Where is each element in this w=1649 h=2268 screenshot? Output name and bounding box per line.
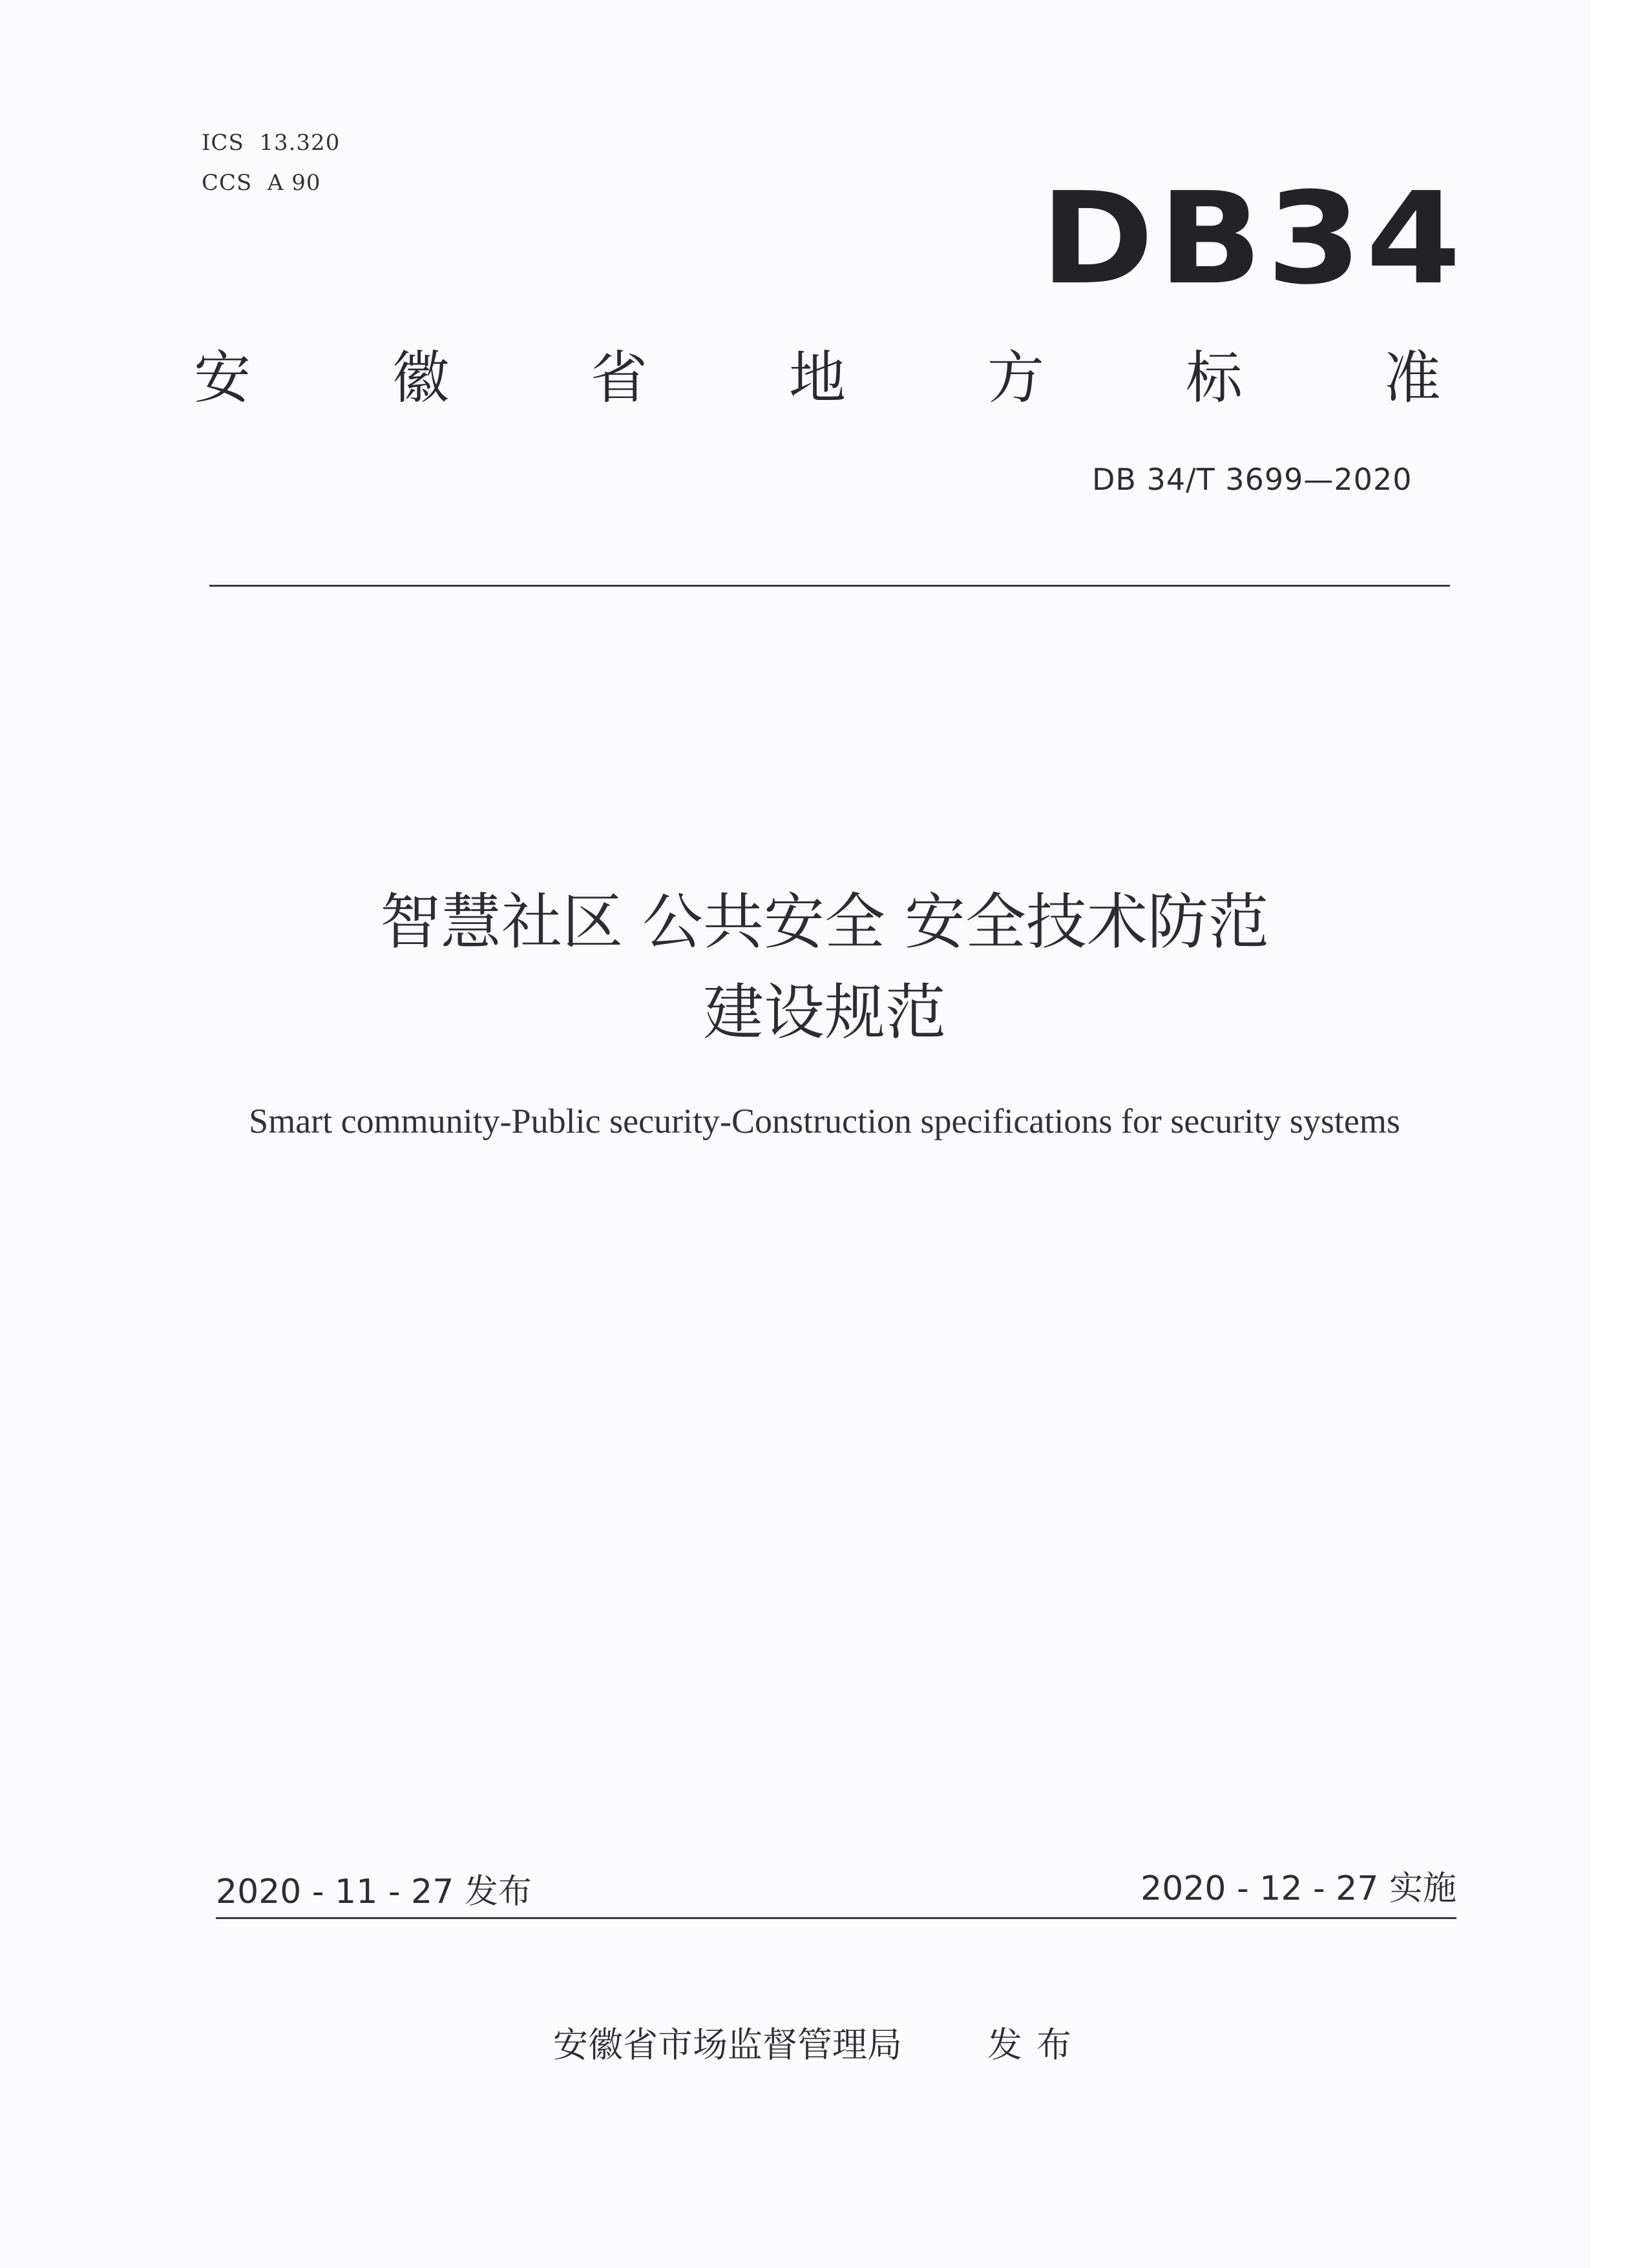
implement-date: 2020 - 12 - 27 实施 bbox=[1140, 1869, 1456, 1908]
standard-type-char: 安 bbox=[194, 344, 251, 411]
standard-type-char: 省 bbox=[590, 344, 647, 411]
title-en: Smart community-Public security-Construction specifications for security systems bbox=[249, 1102, 1400, 1140]
db34-logo: DB34 bbox=[1040, 165, 1465, 313]
standard-type-char: 标 bbox=[1185, 344, 1243, 411]
standard-type-char: 方 bbox=[987, 344, 1044, 411]
standard-type-char: 徽 bbox=[392, 344, 449, 411]
title-zh-line2: 建设规范 bbox=[702, 978, 946, 1048]
top-divider bbox=[209, 585, 1450, 587]
title-zh-line1: 智慧社区 公共安全 安全技术防范 bbox=[380, 887, 1269, 958]
ccs-code: CCS A 90 bbox=[202, 170, 321, 196]
issuer-name: 安徽省市场监督管理局 bbox=[553, 2024, 902, 2065]
publish-date: 2020 - 11 - 27 发布 bbox=[216, 1873, 532, 1911]
classification-codes bbox=[202, 123, 340, 203]
bottom-divider bbox=[216, 1917, 1456, 1919]
standard-number: DB 34/T 3699—2020 bbox=[1092, 462, 1413, 497]
standard-type-char: 准 bbox=[1383, 344, 1441, 411]
ics-code: ICS 13.320 bbox=[202, 130, 341, 156]
issuer-action: 发布 bbox=[987, 2024, 1086, 2065]
standard-type-char: 地 bbox=[788, 344, 846, 411]
standard-type-heading bbox=[194, 342, 1441, 414]
